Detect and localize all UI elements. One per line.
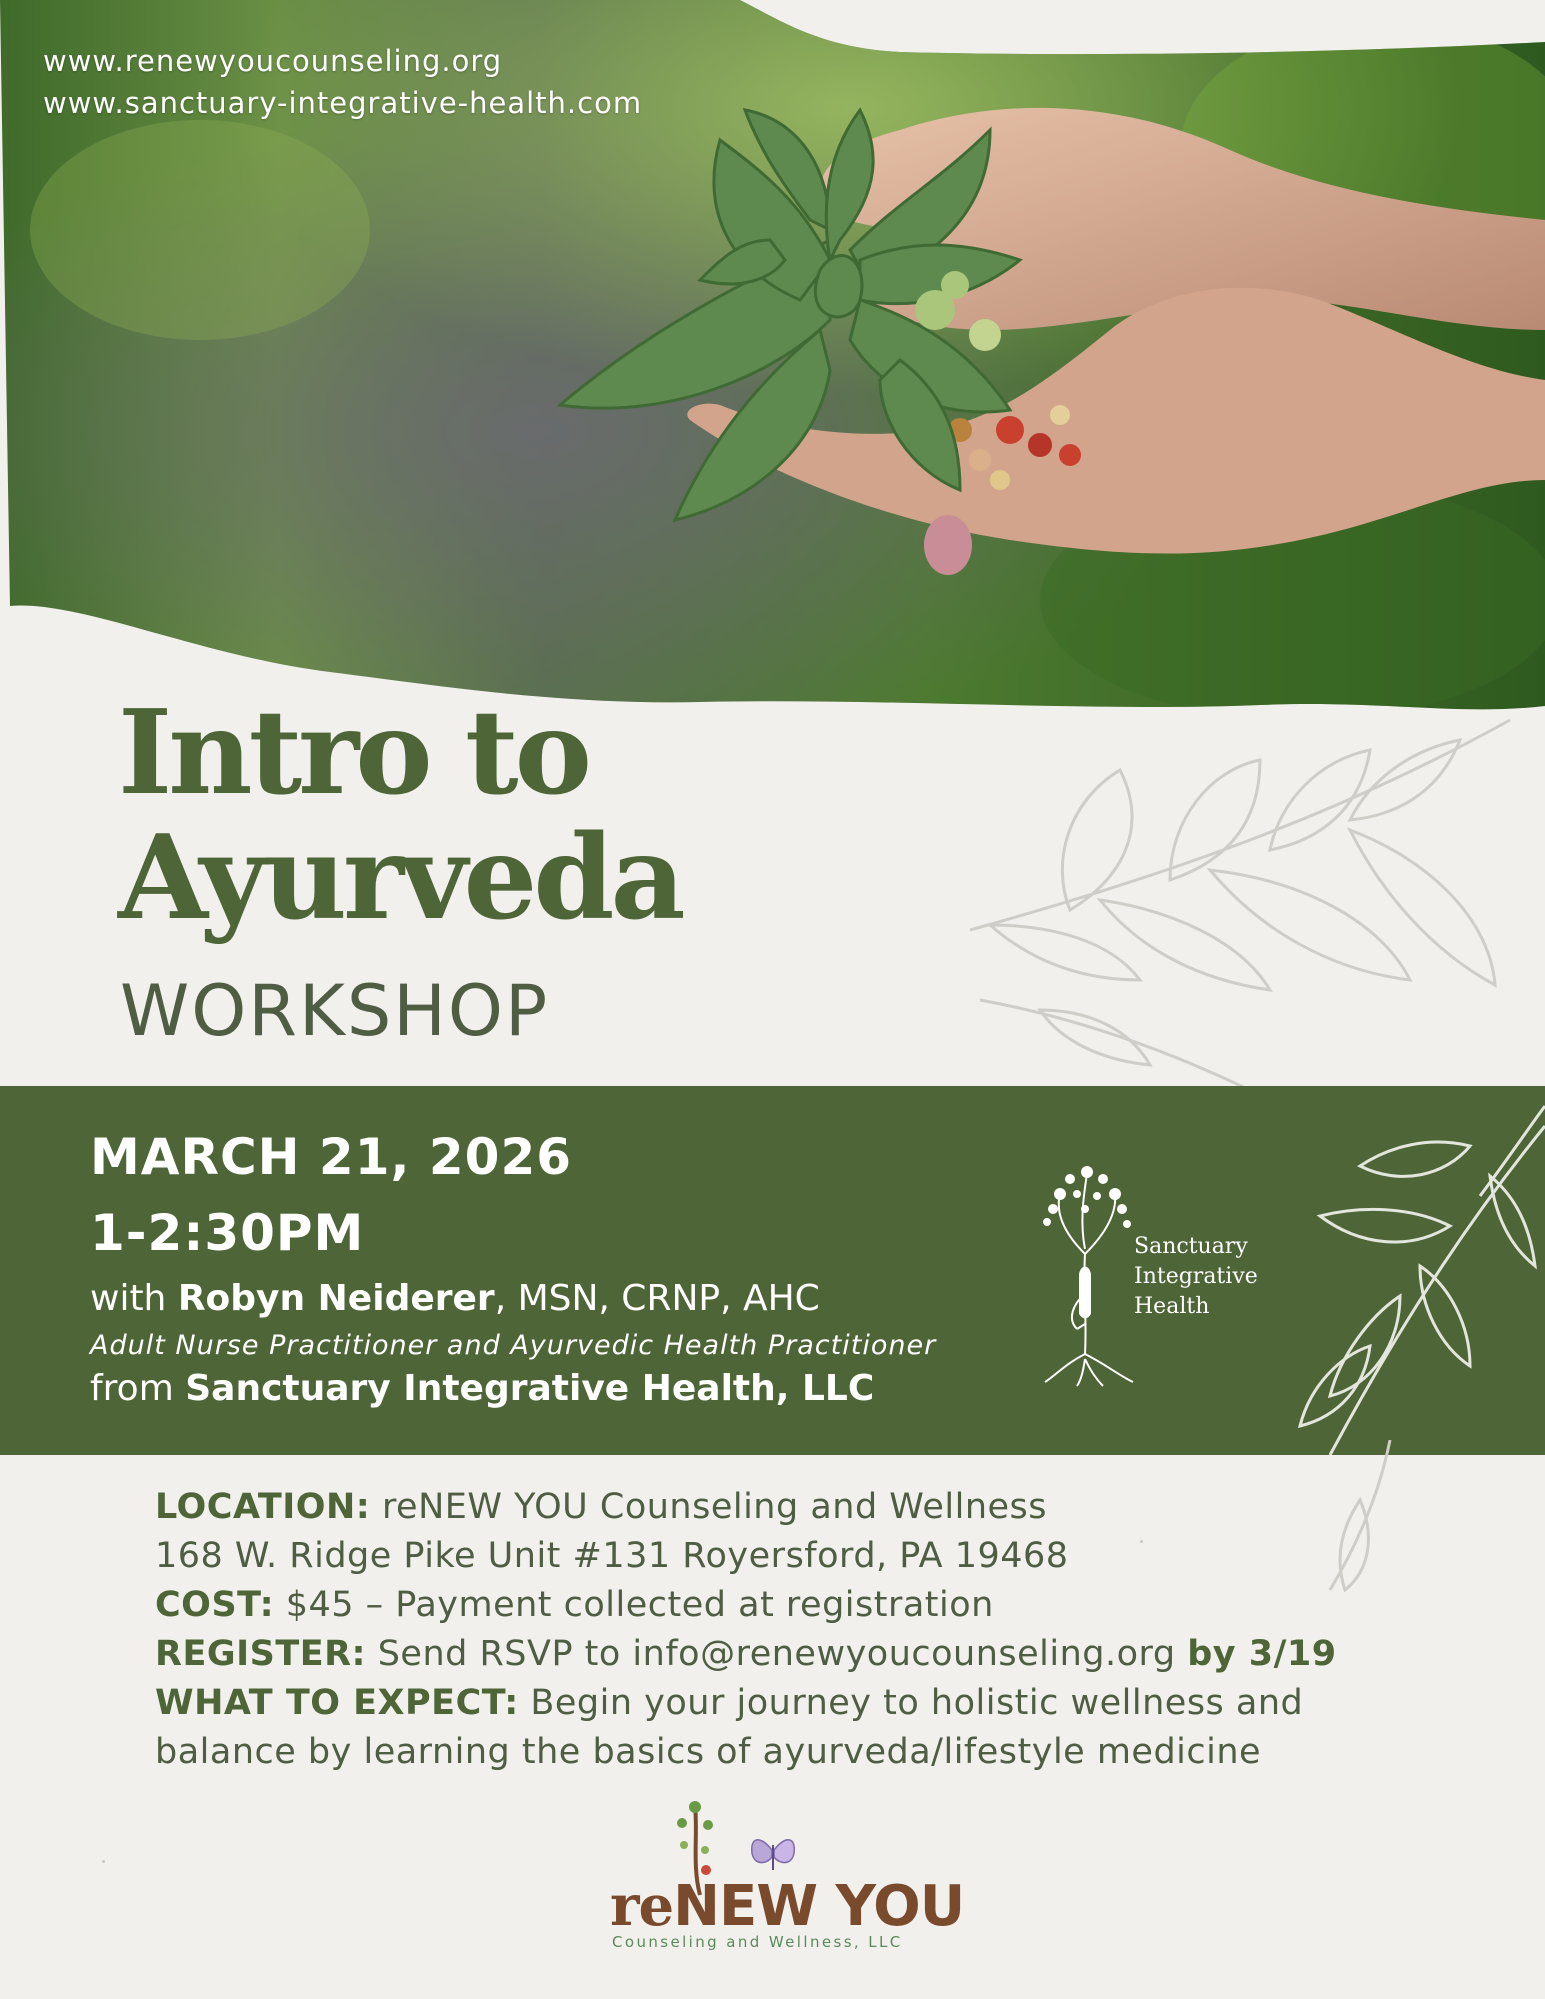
presenter-credentials: , MSN, CRNP, AHC <box>494 1278 820 1319</box>
title-line-2: Ayurveda <box>118 810 682 946</box>
presenter-role: Adult Nurse Practitioner and Ayurvedic Health Practitioner <box>90 1330 937 1361</box>
paper-speck <box>102 1860 105 1863</box>
website-url-renew[interactable]: www.renewyoucounseling.org <box>43 44 503 78</box>
thumb-nail <box>924 515 972 575</box>
sanctuary-logo-line-2: Integrative <box>1134 1264 1258 1289</box>
location-value: reNEW YOU Counseling and Wellness <box>370 1487 1048 1527</box>
title-subtitle: WORKSHOP <box>120 970 550 1052</box>
cost-row <box>155 1581 1425 1630</box>
hero-photo <box>0 0 1545 720</box>
presenter-name: Robyn Neiderer <box>177 1278 495 1319</box>
leaf-lineart-band <box>1250 1086 1545 1455</box>
event-details <box>155 1483 1425 1777</box>
register-deadline: by 3/19 <box>1187 1634 1337 1674</box>
butterfly-icon <box>752 1840 795 1870</box>
renew-word-rest: NEW YOU <box>673 1874 965 1939</box>
expect-value: Begin your journey to holistic wellness and <box>518 1683 1304 1723</box>
presenter-line <box>90 1278 820 1319</box>
location-label: LOCATION: <box>155 1487 371 1527</box>
organization-prefix: from <box>90 1368 186 1409</box>
leaf-lineart-upper <box>950 700 1545 1100</box>
expect-row-2: balance by learning the basics of ayurveda/lifestyle medicine <box>155 1732 1262 1772</box>
register-value[interactable]: Send RSVP to info@renewyoucounseling.org <box>366 1634 1188 1674</box>
title-line-1: Intro to <box>118 685 589 821</box>
sanctuary-logo-line-3: Health <box>1134 1294 1210 1319</box>
organization-name: Sanctuary Integrative Health, LLC <box>185 1368 875 1409</box>
cost-label: COST: <box>155 1585 275 1625</box>
presenter-prefix: with <box>90 1278 178 1319</box>
event-time: 1-2:30PM <box>90 1204 365 1262</box>
expect-label: WHAT TO EXPECT: <box>155 1683 519 1723</box>
organization-line <box>90 1368 874 1409</box>
event-info-band <box>0 1086 1545 1455</box>
renew-you-wordmark <box>610 1873 965 1939</box>
address-row: 168 W. Ridge Pike Unit #131 Royersford, PA 19468 <box>155 1536 1069 1576</box>
register-label: REGISTER: <box>155 1634 367 1674</box>
website-url-sanctuary[interactable]: www.sanctuary-integrative-health.com <box>43 86 643 120</box>
cost-value: $45 – Payment collected at registration <box>274 1585 994 1625</box>
register-row <box>155 1630 1425 1679</box>
event-date: MARCH 21, 2026 <box>90 1128 573 1186</box>
expect-row <box>155 1679 1425 1728</box>
renew-word-re: re <box>610 1873 674 1939</box>
sanctuary-logo-line-1: Sanctuary <box>1134 1234 1248 1259</box>
location-row <box>155 1483 1425 1532</box>
renew-you-tagline: Counseling and Wellness, LLC <box>612 1933 903 1951</box>
